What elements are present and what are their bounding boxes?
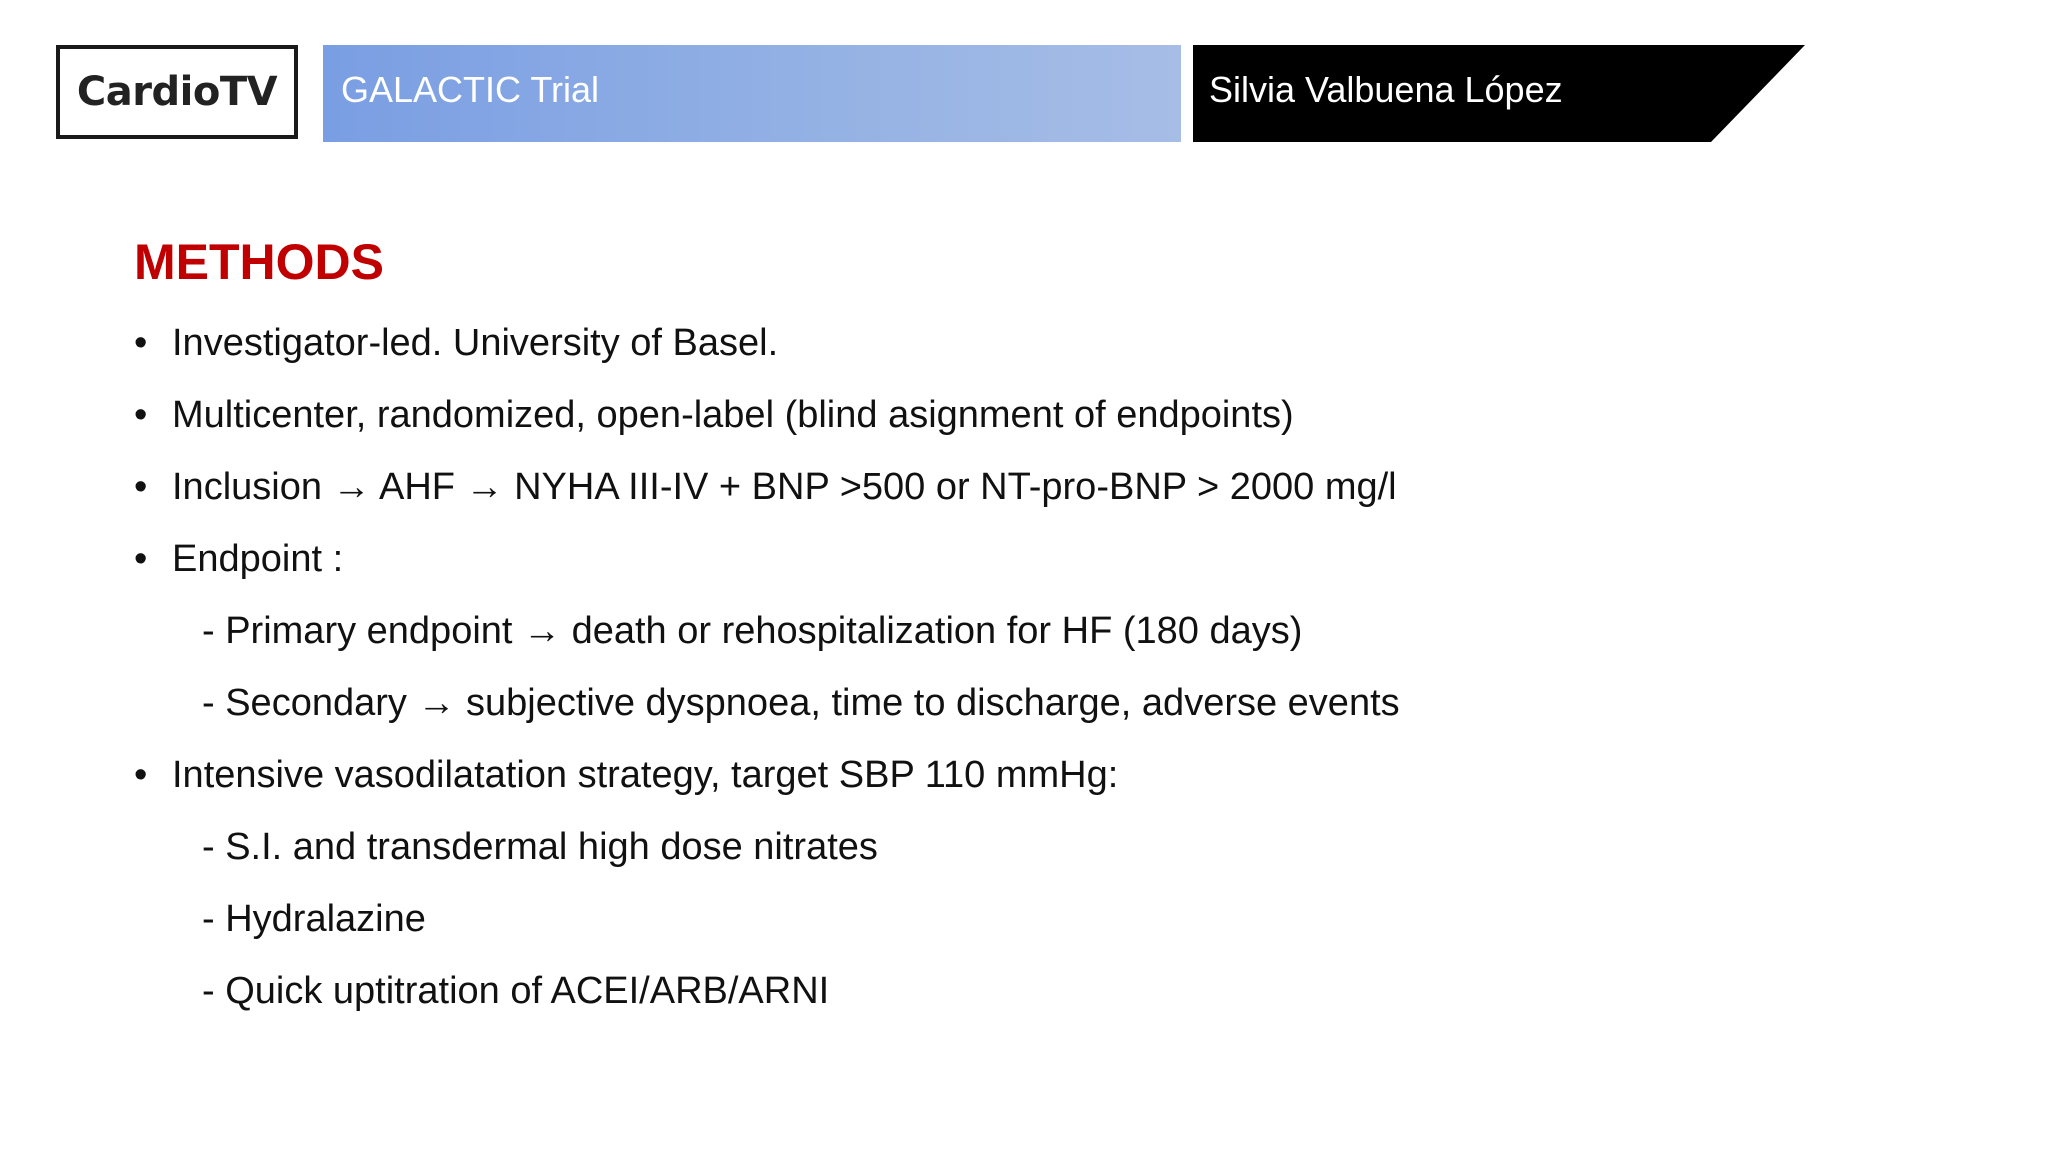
sub-item-text: - Quick uptitration of ACEI/ARB/ARNI <box>202 970 830 1012</box>
sub-item-text: - S.I. and transdermal high dose nitrates <box>202 826 878 868</box>
bullet-text: Investigator-led. University of Basel. <box>172 322 779 364</box>
presenter-name: Silvia Valbuena López <box>1209 69 1563 110</box>
logo-text: CardioTV <box>76 69 278 115</box>
bullet-marker: • <box>134 322 148 364</box>
bullet-marker: • <box>134 538 148 580</box>
cardiotv-logo <box>56 45 298 139</box>
bullet-text: Inclusion → AHF → NYHA III-IV + BNP >500 or NT-pro-BNP > 2000 mg/l <box>172 466 1397 508</box>
sub-item-text: - Secondary → subjective dyspnoea, time to discharge, adverse events <box>202 682 1400 724</box>
trial-title: GALACTIC Trial <box>341 69 600 110</box>
section-heading: METHODS <box>134 234 384 290</box>
bullet-marker: • <box>134 754 148 796</box>
bullet-text: Intensive vasodilatation strategy, target SBP 110 mmHg: <box>172 754 1119 796</box>
sub-item-text: - Primary endpoint → death or rehospitalization for HF (180 days) <box>202 610 1303 652</box>
trial-title-banner <box>323 45 1181 142</box>
bullet-marker: • <box>134 394 148 436</box>
bullet-marker: • <box>134 466 148 508</box>
presenter-banner <box>1193 45 1805 142</box>
bullet-text: Multicenter, randomized, open-label (blind asignment of endpoints) <box>172 394 1294 436</box>
bullet-text: Endpoint : <box>172 538 344 580</box>
sub-item-text: - Hydralazine <box>202 898 426 940</box>
